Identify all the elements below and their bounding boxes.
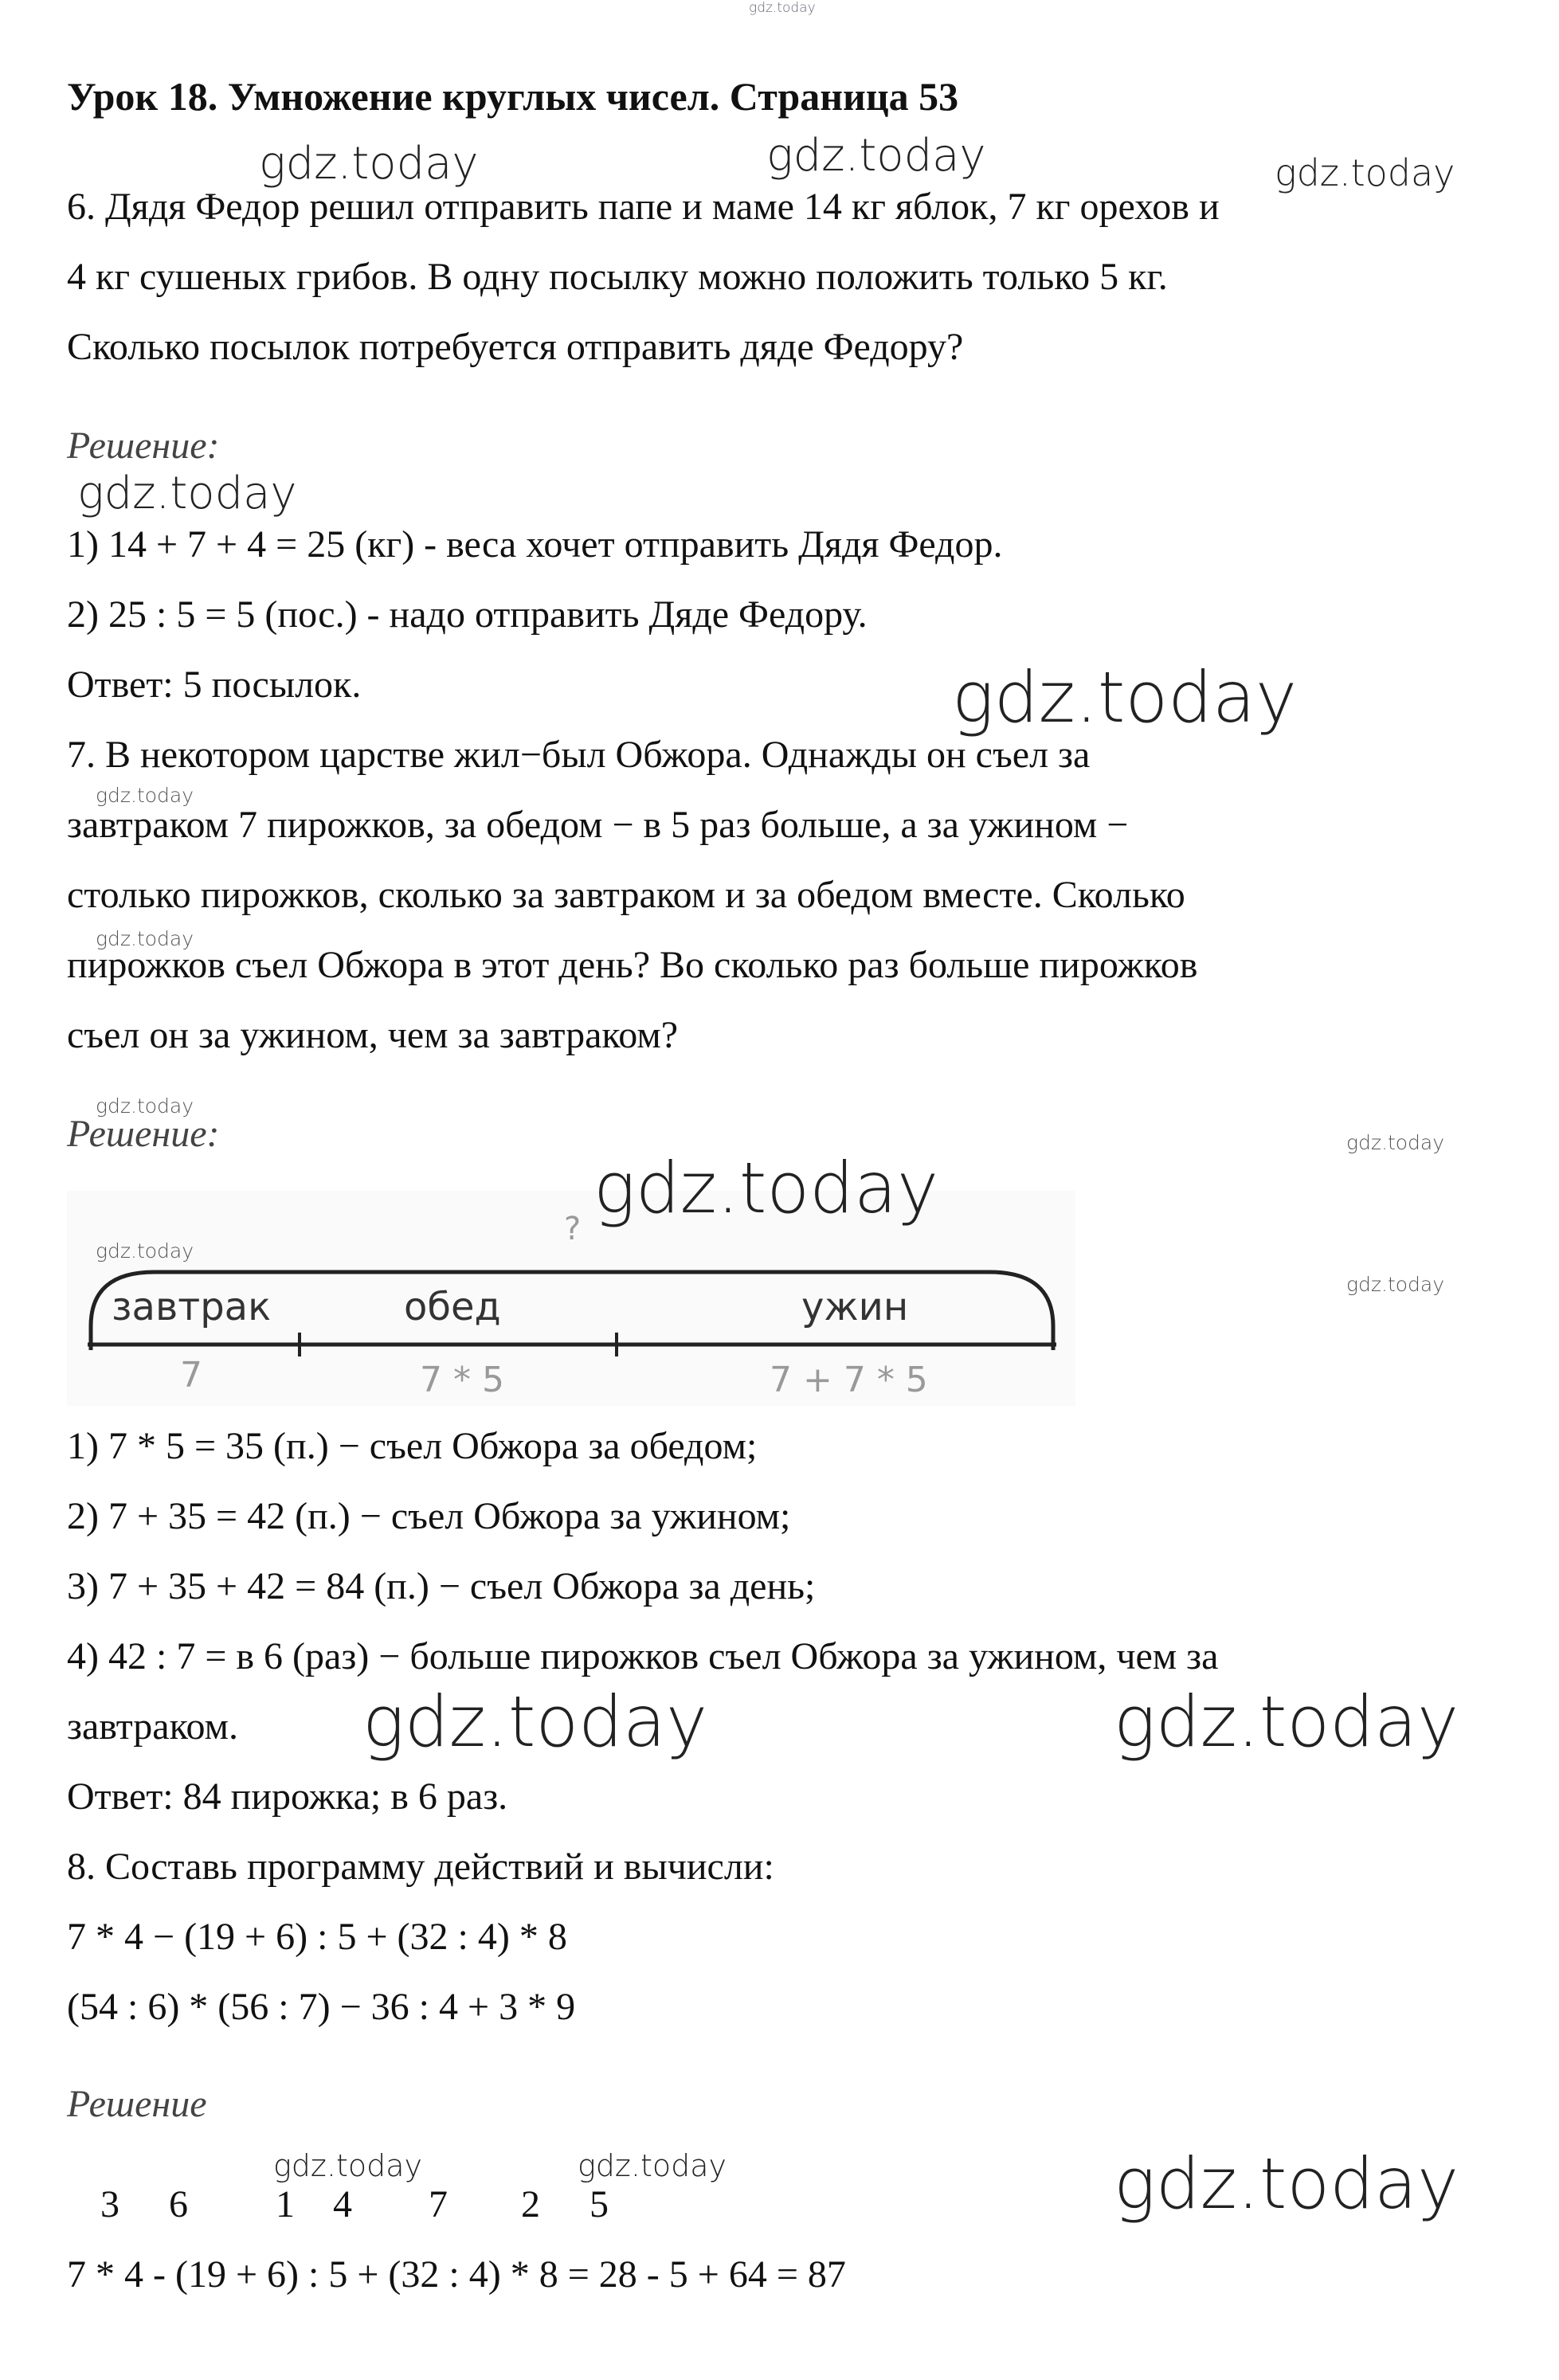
task7-line-4: пирожков съел Обжора в этот день? Во сколько раз больше пирожков <box>67 944 1198 986</box>
task6-answer: Ответ: 5 посылок. <box>67 664 362 706</box>
watermark: gdz.today <box>1346 1131 1445 1154</box>
watermark: gdz.today <box>1275 151 1455 194</box>
watermark: gdz.today <box>96 1239 194 1262</box>
task7-solution-label: Решение: <box>67 1113 220 1155</box>
task7-step-2: 2) 7 + 35 = 42 (п.) − съел Обжора за ужином; <box>67 1495 791 1537</box>
task8-result: 7 * 4 - (19 + 6) : 5 + (32 : 4) * 8 = 28 - 5 + 64 = 87 <box>67 2253 846 2296</box>
task7-answer: Ответ: 84 пирожка; в 6 раз. <box>67 1775 508 1818</box>
task7-step-5: завтраком. <box>67 1705 238 1748</box>
watermark: gdz.today <box>96 1094 194 1118</box>
task8-expression-1: 7 * 4 − (19 + 6) : 5 + (32 : 4) * 8 <box>67 1916 567 1958</box>
watermark: gdz.today <box>1346 1273 1445 1296</box>
segment-value-breakfast: 7 <box>180 1355 202 1396</box>
order-digit: 3 <box>100 2183 119 2225</box>
watermark: gdz.today <box>593 1147 939 1229</box>
task8-line-1: 8. Составь программу действий и вычисли: <box>67 1846 774 1888</box>
watermark: gdz.today <box>96 784 194 807</box>
task7-step-4: 4) 42 : 7 = в 6 (раз) − больше пирожков съел Обжора за ужином, чем за <box>67 1635 1219 1677</box>
task6-line-1: 6. Дядя Федор решил отправить папе и маме 14 кг яблок, 7 кг орехов и <box>67 186 1220 228</box>
task6-step-2: 2) 25 : 5 = 5 (пос.) - надо отправить Дяде Федору. <box>67 593 868 636</box>
page-title: Урок 18. Умножение круглых чисел. Страница 53 <box>67 74 959 119</box>
order-digit: 7 <box>429 2183 448 2225</box>
order-digit: 5 <box>590 2183 609 2225</box>
task7-line-2: завтраком 7 пирожков, за обедом − в 5 раз больше, а за ужином − <box>67 804 1129 846</box>
order-digit: 2 <box>521 2183 540 2225</box>
task8-solution-label: Решение <box>67 2083 207 2125</box>
order-digit: 4 <box>333 2183 352 2225</box>
task7-step-3: 3) 7 + 35 + 42 = 84 (п.) − съел Обжора за день; <box>67 1565 816 1607</box>
watermark: gdz.today <box>766 130 986 182</box>
watermark: gdz.today <box>1114 1681 1459 1763</box>
task6-line-2: 4 кг сушеных грибов. В одну посылку можно положить только 5 кг. <box>67 256 1168 298</box>
segment-label-dinner: ужин <box>801 1285 909 1329</box>
task7-step-1: 1) 7 * 5 = 35 (п.) − съел Обжора за обедом; <box>67 1425 758 1467</box>
watermark: gdz.today <box>77 468 297 519</box>
task7-line-5: съел он за ужином, чем за завтраком? <box>67 1014 679 1056</box>
watermark: gdz.today <box>952 656 1298 738</box>
task7-line-3: столько пирожков, сколько за завтраком и за обедом вместе. Сколько <box>67 874 1185 916</box>
task6-line-3: Сколько посылок потребуется отправить дяде Федору? <box>67 326 964 368</box>
order-digit: 1 <box>276 2183 295 2225</box>
segment-value-dinner: 7 + 7 * 5 <box>770 1360 928 1400</box>
segment-label-breakfast: завтрак <box>112 1285 272 1329</box>
task7-line-1: 7. В некотором царстве жил−был Обжора. Однажды он съел за <box>67 734 1091 776</box>
question-mark: ? <box>564 1211 582 1247</box>
watermark: gdz.today <box>578 2148 727 2183</box>
segment-value-lunch: 7 * 5 <box>420 1360 504 1400</box>
watermark: gdz.today <box>273 2148 422 2183</box>
watermark: gdz.today <box>259 138 479 190</box>
task6-step-1: 1) 14 + 7 + 4 = 25 (кг) - веса хочет отправить Дядя Федор. <box>67 523 1003 566</box>
task8-expression-2: (54 : 6) * (56 : 7) − 36 : 4 + 3 * 9 <box>67 1986 576 2028</box>
watermark: gdz.today <box>1114 2143 1459 2225</box>
watermark-top: gdz.today <box>749 0 816 16</box>
order-digit: 6 <box>169 2183 188 2225</box>
segment-label-lunch: обед <box>404 1285 501 1329</box>
watermark: gdz.today <box>362 1681 708 1763</box>
watermark: gdz.today <box>96 927 194 950</box>
task6-solution-label: Решение: <box>67 425 220 467</box>
